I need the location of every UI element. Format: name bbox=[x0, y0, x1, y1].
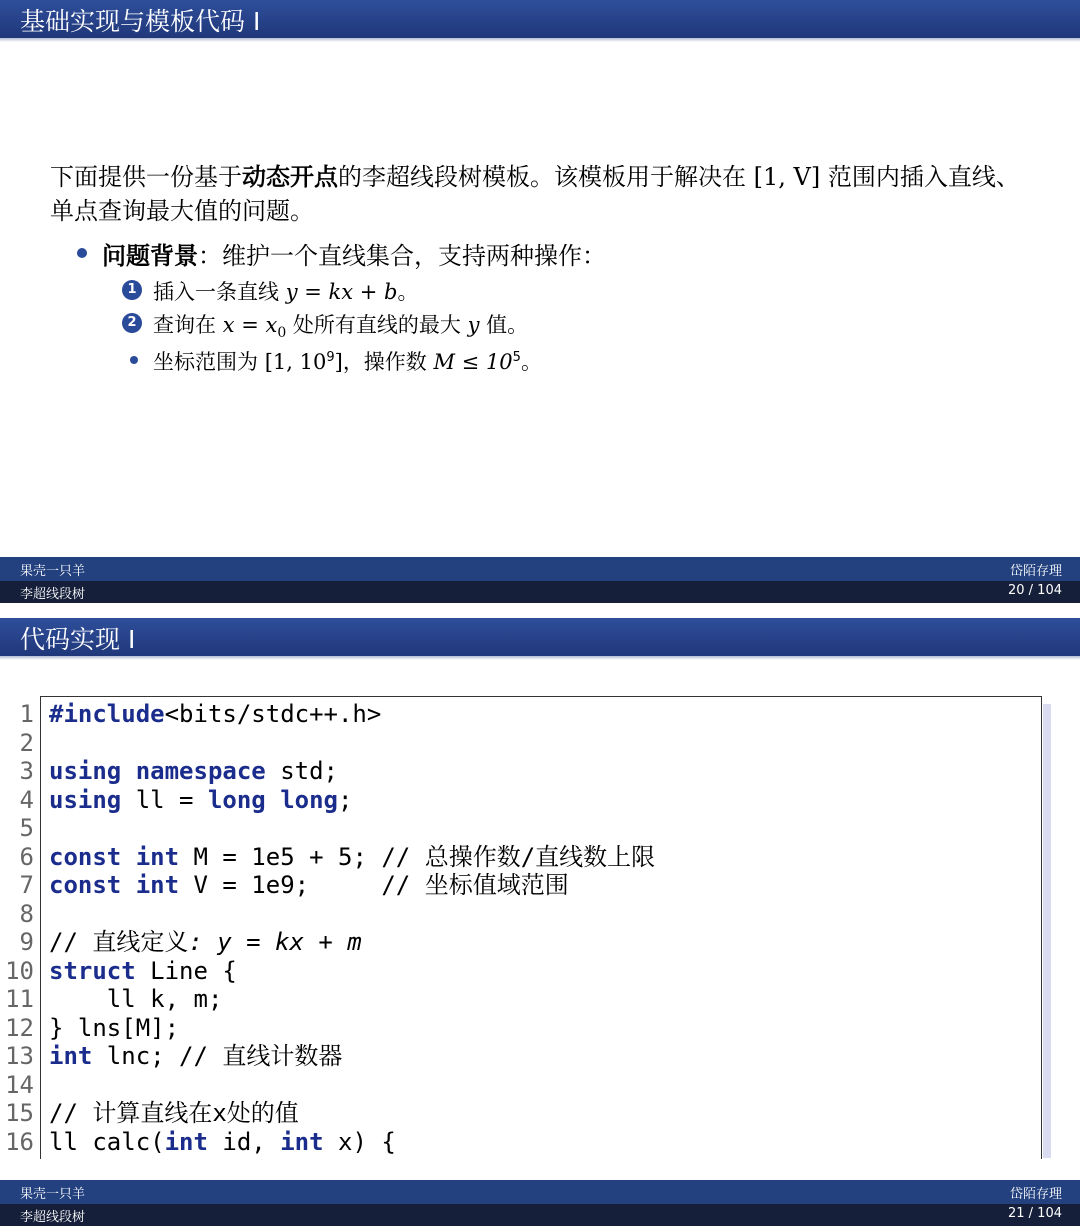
code-comment: // 直线定义 bbox=[49, 928, 189, 956]
footer-bottom bbox=[0, 1204, 1080, 1226]
footer-top bbox=[0, 557, 1080, 581]
sub-item-text: 值。 bbox=[479, 313, 529, 337]
enum-number: 1 bbox=[122, 280, 142, 300]
code-token: lnc; // 直线计数器 bbox=[92, 1042, 343, 1070]
code-token: int bbox=[135, 871, 180, 899]
code-token: int bbox=[280, 1127, 324, 1156]
code-token: } lns[M]; bbox=[49, 1013, 180, 1042]
line-number: 12 bbox=[5, 1013, 34, 1042]
intro-paragraph bbox=[50, 160, 1040, 228]
superscript: 5 bbox=[512, 350, 521, 365]
superscript: 9 bbox=[326, 350, 335, 365]
footer-org: 岱陌存理 bbox=[1009, 1187, 1062, 1202]
bullet-dot bbox=[130, 356, 138, 364]
intro-bold: 动态开点 bbox=[242, 163, 338, 191]
line-number: 5 bbox=[19, 814, 34, 842]
line-number: 8 bbox=[19, 899, 34, 928]
code-token: id, bbox=[207, 1127, 281, 1156]
intro-text: 的李超线段树模板。该模板用于解决在 bbox=[338, 163, 754, 191]
code-line bbox=[49, 786, 1034, 815]
range-math: ] bbox=[334, 350, 343, 374]
intro-math: [1, V] bbox=[753, 163, 821, 191]
code-token: int bbox=[135, 842, 180, 871]
code-token: ; bbox=[338, 785, 353, 814]
code-token: int bbox=[49, 1042, 93, 1070]
sub-item-math: y = kx + b bbox=[285, 280, 398, 304]
code-token: #include bbox=[49, 700, 165, 728]
code-line bbox=[49, 900, 1034, 929]
sub-item-text: 查询在 bbox=[153, 313, 223, 337]
sub-item bbox=[153, 276, 418, 306]
slide-title: 基础实现与模板代码 I bbox=[20, 7, 261, 36]
code-token: const bbox=[49, 842, 122, 871]
line-number: 14 bbox=[5, 1070, 34, 1099]
line-number: 3 bbox=[19, 757, 34, 785]
slide-21 bbox=[0, 618, 1080, 1228]
code-token: ll k, m; bbox=[49, 985, 223, 1013]
code-token: struct bbox=[49, 956, 136, 985]
code-scrollbar[interactable] bbox=[1043, 704, 1051, 1158]
intro-text: 下面提供一份基于 bbox=[50, 163, 242, 191]
code-line bbox=[49, 843, 1034, 872]
line-number: 10 bbox=[5, 956, 34, 985]
bullet-dot bbox=[77, 248, 87, 258]
sub-item bbox=[153, 309, 528, 341]
line-number: 16 bbox=[5, 1127, 34, 1156]
code-line bbox=[49, 1042, 1034, 1071]
code-line bbox=[49, 729, 1034, 758]
footer-author: 果壳一只羊 bbox=[20, 1187, 86, 1202]
code-token: <bits/stdc++.h> bbox=[164, 700, 382, 728]
line-number: 7 bbox=[19, 871, 34, 899]
intro-text: 范围内插入直线、单点查询最大值的问题。 bbox=[50, 163, 1020, 225]
code-token: using bbox=[49, 785, 122, 814]
code-token: Line { bbox=[135, 956, 237, 985]
range-text: ，操作数 bbox=[342, 350, 434, 374]
page-number: 20 / 104 bbox=[1008, 583, 1062, 598]
title-bar bbox=[0, 0, 1080, 38]
code-token: long long bbox=[207, 785, 338, 814]
range-math: M ≤ 10 bbox=[433, 350, 513, 374]
code-token: const bbox=[49, 871, 122, 899]
code-line bbox=[49, 700, 1034, 729]
bullet-label: 问题背景 bbox=[102, 242, 198, 270]
footer-top bbox=[0, 1180, 1080, 1204]
code-line bbox=[49, 1071, 1034, 1100]
footer-author: 果壳一只羊 bbox=[20, 564, 86, 579]
line-number: 13 bbox=[5, 1042, 34, 1070]
code-token: using bbox=[49, 757, 122, 785]
code-comment: // 计算直线在x处的值 bbox=[49, 1099, 299, 1127]
line-number: 6 bbox=[19, 842, 34, 871]
code-token: ll calc( bbox=[49, 1127, 165, 1156]
code-token: namespace bbox=[135, 757, 266, 785]
code-line bbox=[49, 814, 1034, 843]
line-number: 15 bbox=[5, 1099, 34, 1127]
code-line bbox=[49, 1128, 1034, 1157]
sub-item-text: 插入一条直线 bbox=[153, 280, 286, 304]
sub-item-text: 。 bbox=[397, 280, 419, 304]
line-number: 9 bbox=[19, 928, 34, 956]
line-number: 11 bbox=[5, 985, 34, 1013]
code-line bbox=[49, 1099, 1034, 1128]
code-line bbox=[49, 985, 1034, 1014]
slide-20 bbox=[0, 0, 1080, 604]
footer-org: 岱陌存理 bbox=[1009, 564, 1062, 579]
footer-subtitle: 李超线段树 bbox=[20, 587, 86, 602]
code-token: x) { bbox=[323, 1127, 396, 1156]
range-text: 坐标范围为 bbox=[153, 350, 265, 374]
subscript: 0 bbox=[277, 325, 287, 342]
line-number: 4 bbox=[19, 785, 34, 814]
title-bar bbox=[0, 618, 1080, 656]
code-line bbox=[49, 957, 1034, 986]
bullet-item bbox=[102, 236, 606, 271]
line-number: 2 bbox=[19, 728, 34, 757]
code-token: V = 1e9; // 坐标值域范围 bbox=[179, 871, 569, 899]
range-math: [1, 10 bbox=[264, 350, 327, 374]
code-line bbox=[49, 1014, 1034, 1043]
sub-item-text: 处所有直线的最大 bbox=[286, 313, 468, 337]
bullet-text: ：维护一个直线集合，支持两种操作： bbox=[198, 242, 606, 270]
code-listing bbox=[49, 700, 1034, 1156]
page-number: 21 / 104 bbox=[1008, 1206, 1062, 1221]
line-number-gutter bbox=[0, 700, 34, 1156]
slide-title: 代码实现 I bbox=[20, 625, 136, 654]
footer-subtitle: 李超线段树 bbox=[20, 1210, 86, 1225]
enum-number: 2 bbox=[122, 313, 142, 333]
code-token: std; bbox=[265, 757, 338, 785]
sub-item-math: x = x bbox=[222, 313, 278, 337]
code-comment: : y = kx + m bbox=[188, 928, 362, 956]
code-line bbox=[49, 928, 1034, 957]
footer-bottom bbox=[0, 581, 1080, 603]
range-text: 。 bbox=[520, 350, 542, 374]
code-token: ll = bbox=[121, 785, 208, 814]
sub-item-math: y bbox=[467, 313, 480, 337]
code-line bbox=[49, 871, 1034, 900]
code-token: M = 1e5 + 5; // 总操作数/直线数上限 bbox=[179, 842, 656, 871]
range-item bbox=[153, 346, 542, 376]
line-number: 1 bbox=[19, 700, 34, 728]
code-line bbox=[49, 757, 1034, 786]
code-token: int bbox=[164, 1127, 208, 1156]
